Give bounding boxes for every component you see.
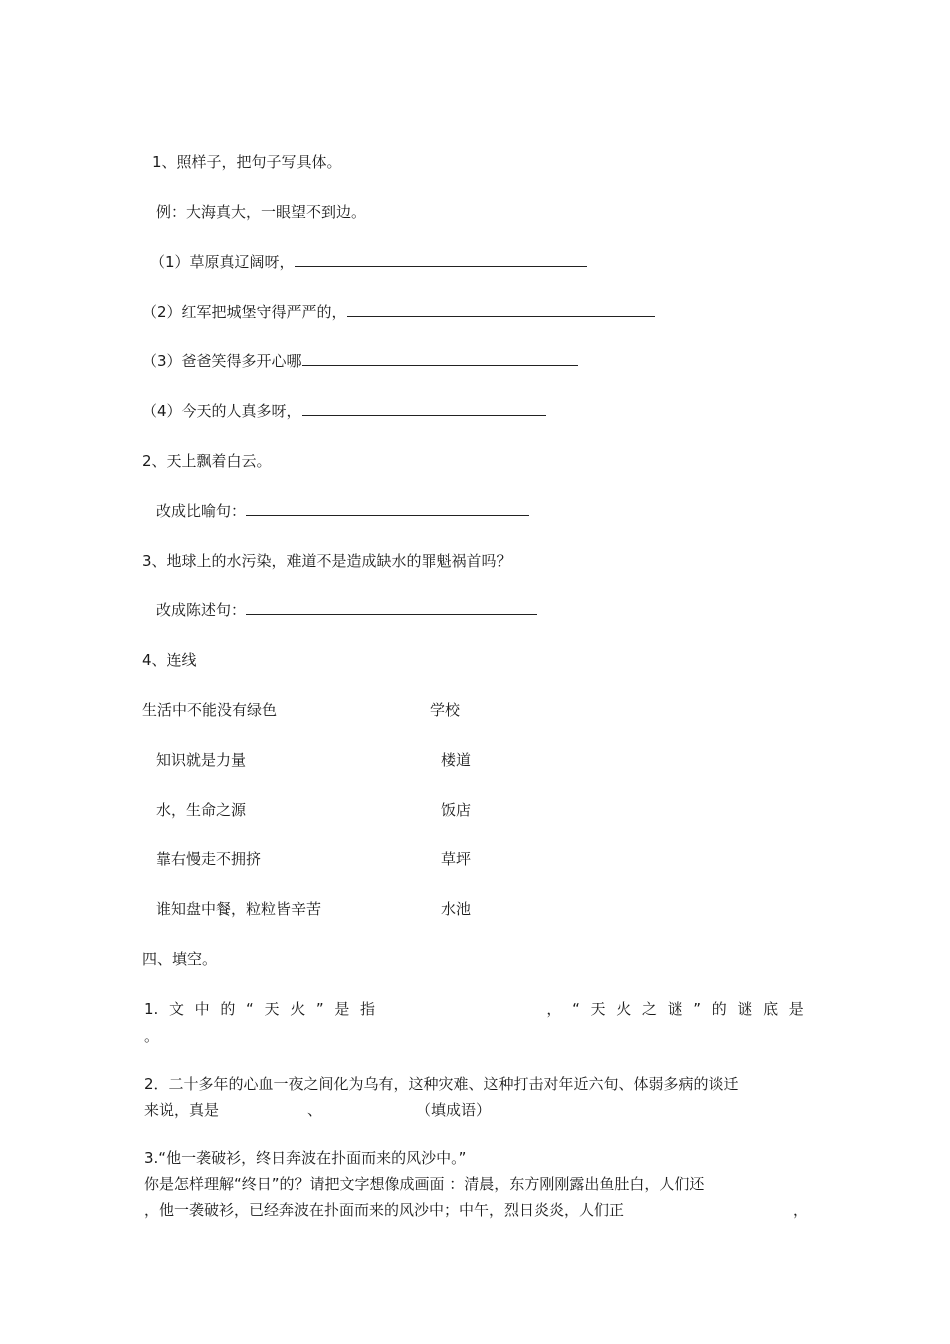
fill-1-char: 谜 <box>667 1000 683 1018</box>
match-right-2[interactable]: 楼道 <box>441 751 472 769</box>
fill-1-char: 之 <box>641 1000 657 1018</box>
match-right-4[interactable]: 草坪 <box>441 850 472 868</box>
fill-1-char: 天 <box>264 1000 280 1018</box>
match-right-3[interactable]: 饭店 <box>441 801 472 819</box>
fill-1-char: 中 <box>194 1000 210 1018</box>
fill-1-char: 谜 <box>737 1000 753 1018</box>
q1-item-4-text: （4）今天的人真多呀， <box>142 402 302 420</box>
q4-title: 4、连线 <box>142 651 197 669</box>
fill-1-char: 火 <box>290 1000 306 1018</box>
q1-item-3-text: （3）爸爸笑得多开心哪 <box>142 352 302 370</box>
fill-1-char: 文 <box>168 1000 184 1018</box>
fill-1-char: 的 <box>220 1000 236 1018</box>
match-left-3[interactable]: 水，生命之源 <box>156 801 247 819</box>
q1-item-4 <box>142 401 546 421</box>
fill-2-text: 来说，真是 <box>144 1101 220 1119</box>
match-right-1[interactable]: 学校 <box>430 701 461 719</box>
fill-1-char: 是 <box>334 1000 350 1018</box>
match-left-1[interactable]: 生活中不能没有绿色 <box>142 701 278 719</box>
match-left-4[interactable]: 靠右慢走不拥挤 <box>156 850 262 868</box>
q1-item-3 <box>142 351 578 371</box>
q1-item-2-text: （2）红军把城堡守得严严的， <box>142 303 347 321</box>
fill-1-char: “ <box>572 1000 580 1018</box>
q3-prompt: 改成陈述句： <box>156 601 247 619</box>
fill-1-char: 是 <box>788 1000 804 1018</box>
fill-1-char: 的 <box>711 1000 727 1018</box>
fill-3-end: ， <box>792 1201 808 1219</box>
fill-2-note: （填成语） <box>416 1101 492 1119</box>
fill-1-line <box>144 999 804 1019</box>
match-left-2[interactable]: 知识就是力量 <box>156 751 247 769</box>
q2-prompt-line <box>156 501 529 521</box>
answer-blank-6[interactable] <box>246 600 537 615</box>
q3-title: 3、地球上的水污染，难道不是造成缺水的罪魁祸首吗？ <box>142 552 512 570</box>
fill-1-tail: 。 <box>144 1027 160 1045</box>
q1-item-2 <box>142 302 655 322</box>
fill-1-char: 底 <box>763 1000 779 1018</box>
fill-1-char: 指 <box>360 1000 376 1018</box>
answer-blank-3[interactable] <box>302 351 578 366</box>
fill-2-line-2 <box>144 1100 491 1120</box>
fill-2-sep: 、 <box>307 1101 323 1119</box>
answer-blank-2[interactable] <box>347 302 655 317</box>
fill-3-line-1: 3.“他一袭破衫，终日奔波在扑面而来的风沙中。” <box>144 1149 467 1167</box>
fill-2-line-1: 2．二十多年的心血一夜之间化为乌有，这种灾难、这种打击对年近六旬、体弱多病的谈迁 <box>144 1075 739 1093</box>
q2-title: 2、天上飘着白云。 <box>142 452 272 470</box>
section4-title: 四、填空。 <box>142 950 218 968</box>
fill-3-line-3 <box>144 1200 808 1220</box>
fill-1-char: ， <box>546 1000 562 1018</box>
fill-1-char: 天 <box>590 1000 606 1018</box>
fill-1-char: “ <box>246 1000 254 1018</box>
fill-1-char: ” <box>693 1000 702 1018</box>
answer-blank-1[interactable] <box>295 252 587 267</box>
fill-3-line-2: 你是怎样理解“终日”的？请把文字想像成画面 ：清晨，东方刚刚露出鱼肚白，人们还 <box>144 1175 705 1193</box>
fill-1-char: ” <box>315 1000 324 1018</box>
q1-item-1 <box>150 252 587 272</box>
fill-1-char: 火 <box>616 1000 632 1018</box>
q1-item-1-text: （1）草原真辽阔呀， <box>150 253 295 271</box>
fill-1-char: 1. <box>144 1000 159 1018</box>
answer-blank-5[interactable] <box>246 501 529 516</box>
q3-prompt-line <box>156 600 537 620</box>
fill-1-blank-a[interactable] <box>386 999 536 1019</box>
fill-3-text: ，他一袭破衫，已经奔波在扑面而来的风沙中；中午，烈日炎炎，人们正 <box>144 1201 625 1219</box>
match-right-5[interactable]: 水池 <box>441 900 472 918</box>
match-left-5[interactable]: 谁知盘中餐，粒粒皆辛苦 <box>156 900 322 918</box>
q2-prompt: 改成比喻句： <box>156 502 247 520</box>
q1-example: 例：大海真大，一眼望不到边。 <box>156 203 367 221</box>
answer-blank-4[interactable] <box>302 401 546 416</box>
q1-title: 1、照样子，把句子写具体。 <box>152 153 342 171</box>
